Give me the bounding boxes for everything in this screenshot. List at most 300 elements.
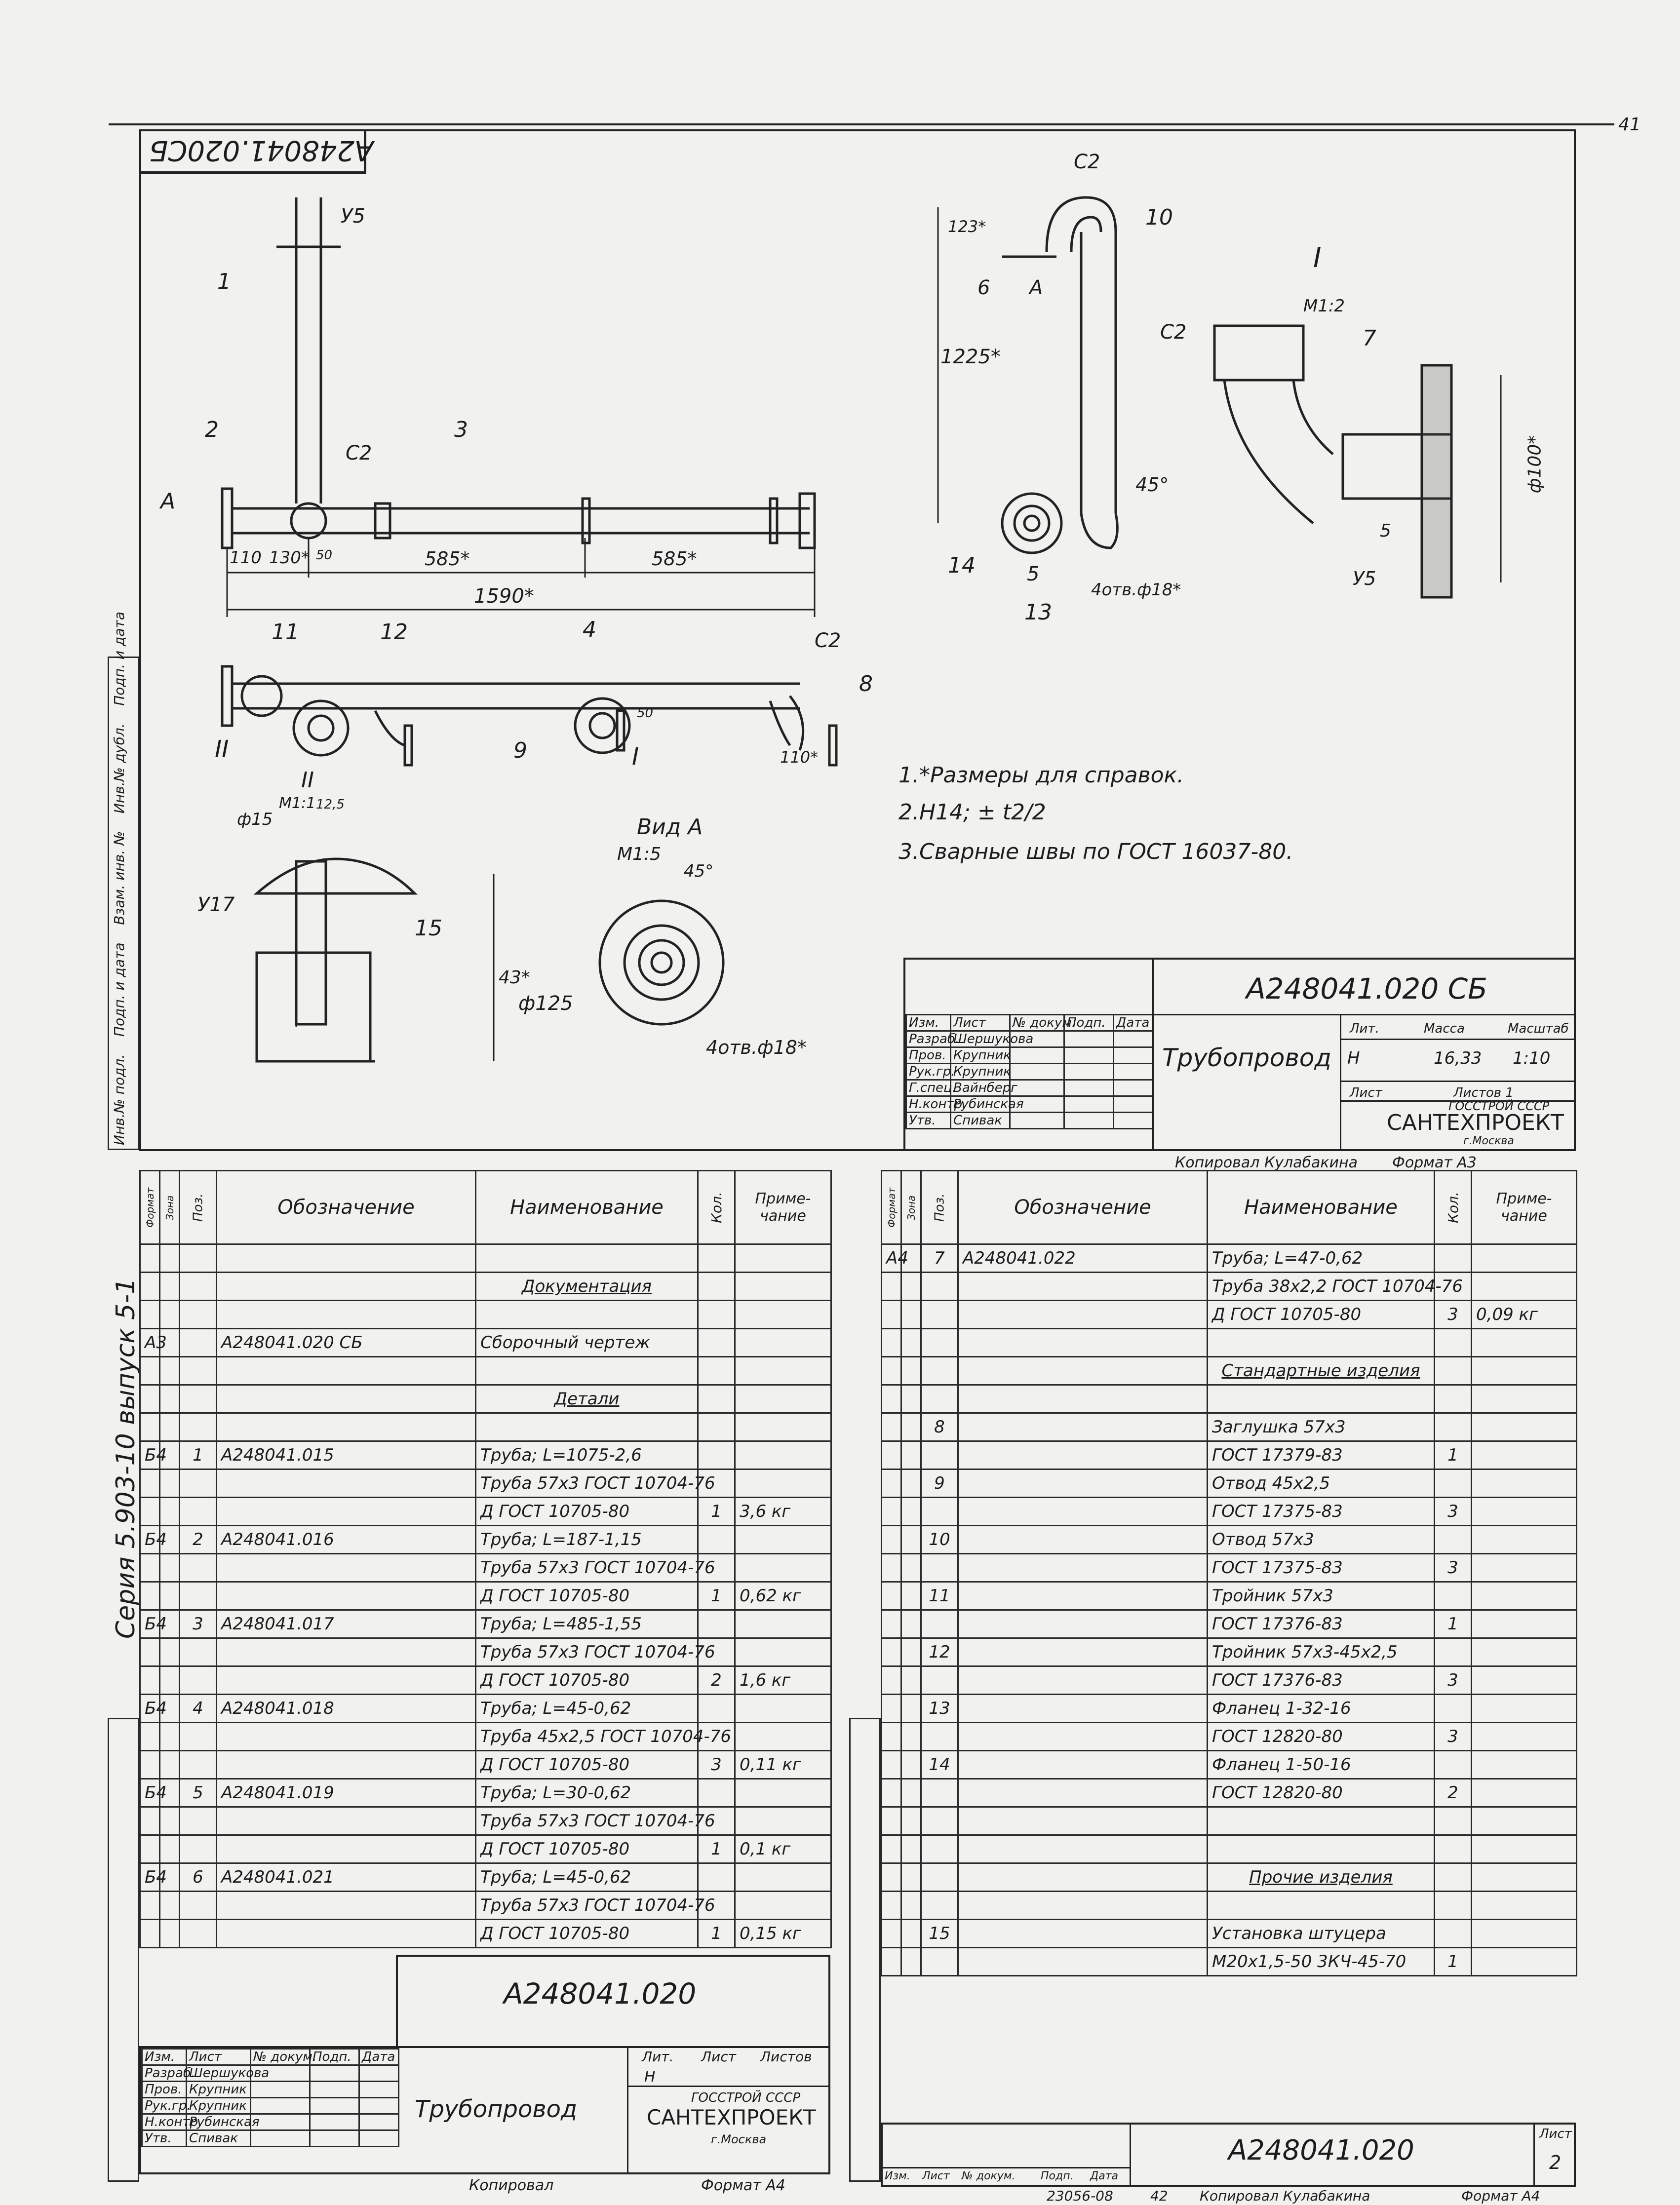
dim-45deg-2: 45° [684, 861, 714, 881]
left-spec-cell: Труба 57х3 ГОСТ 10704-76 [476, 1470, 698, 1498]
side-label-4: Инв.№ дубл. [111, 723, 127, 814]
right-spec-cell [1435, 1244, 1472, 1273]
table-row [882, 1273, 1577, 1301]
left-spec-cell: Б4 [140, 1695, 160, 1723]
right-spec-cell [958, 1582, 1208, 1610]
right-spec-cell [921, 1666, 958, 1695]
note-2: 2.H14; ± t2/2 [899, 800, 1046, 825]
right-order: 23056-08 [1047, 2188, 1113, 2204]
left-spec-cell [476, 1301, 698, 1329]
left-spec-cell [735, 1638, 831, 1666]
callout-14: 14 [948, 553, 976, 578]
left-spec-cell: Труба 57х3 ГОСТ 10704-76 [476, 1892, 698, 1920]
rf-date: Дата [1090, 2170, 1118, 2182]
left-spec-cell [180, 1273, 217, 1301]
right-spec-cell [882, 1582, 901, 1610]
left-spec-cell [735, 1357, 831, 1385]
right-spec-cell [882, 1301, 901, 1329]
right-spec-cell [882, 1751, 901, 1779]
right-spec-cell [901, 1385, 921, 1413]
left-spec-cell [140, 1273, 160, 1301]
left-spec-cell [180, 1807, 217, 1835]
left-spec-cell: Д ГОСТ 10705-80 [476, 1582, 698, 1610]
right-spec-cell [958, 1751, 1208, 1779]
right-spec-cell [1435, 1835, 1472, 1863]
view-A-flange [600, 901, 723, 1024]
tb-r0c4: Дата [1114, 1015, 1153, 1031]
right-spec-cell [958, 1498, 1208, 1526]
table-row [882, 1779, 1577, 1807]
right-spec-cell [958, 1273, 1208, 1301]
left-spec-cell: Б4 [140, 1526, 160, 1554]
left-spec-cell: Д ГОСТ 10705-80 [476, 1835, 698, 1863]
right-spec-cell [882, 1329, 901, 1357]
right-spec-cell [958, 1413, 1208, 1441]
right-spec-cell [958, 1329, 1208, 1357]
right-spec-cell [1472, 1695, 1577, 1723]
top-format: Формат А3 [1392, 1154, 1477, 1171]
left-spec-cell [160, 1413, 180, 1441]
right-spec-cell [901, 1610, 921, 1638]
left-spec-cell: Б4 [140, 1610, 160, 1638]
left-spec-table [139, 1170, 832, 1948]
right-spec-cell [1435, 1892, 1472, 1920]
right-spec-cell [901, 1835, 921, 1863]
right-spec-cell [1435, 1413, 1472, 1441]
dim-1225: 1225* [940, 346, 1001, 368]
left-spec-cell [160, 1357, 180, 1385]
note-1: 1.*Размеры для справок. [899, 763, 1184, 788]
left-format: Формат А4 [701, 2177, 785, 2194]
table-row [140, 1413, 831, 1441]
callout-9: 9 [513, 738, 527, 763]
tb-r3c0: Рук.гр. [906, 1064, 951, 1080]
right-spec-cell: А248041.022 [958, 1244, 1208, 1273]
view-I-title: I [1313, 242, 1322, 274]
left-tb-lit: Лит. [642, 2049, 674, 2065]
lh-qty: Кол. [698, 1171, 735, 1244]
rh-designation: Обозначение [958, 1171, 1208, 1244]
left-spec-cell: Труба; L=30-0,62 [476, 1779, 698, 1807]
left-spec-cell [160, 1920, 180, 1948]
left-tb-sheet: Лист [701, 2049, 736, 2065]
left-spec-body [140, 1244, 831, 1948]
dim-585-b: 585* [652, 548, 697, 570]
right-spec-cell: 13 [921, 1695, 958, 1723]
left-spec-cell [217, 1385, 476, 1413]
right-spec-cell [882, 1357, 901, 1385]
table-row [882, 1329, 1577, 1357]
right-spec-cell [901, 1301, 921, 1329]
ltb-r5c1: Спивак [187, 2130, 251, 2147]
table-row [140, 1526, 831, 1554]
table-row [882, 1695, 1577, 1723]
rh-name: Наименование [1208, 1171, 1435, 1244]
right-spec-cell [1435, 1385, 1472, 1413]
tb-r6c0: Утв. [906, 1113, 951, 1129]
right-spec-cell [1472, 1666, 1577, 1695]
right-spec-cell [1472, 1329, 1577, 1357]
left-spec-cell [217, 1582, 476, 1610]
left-spec-cell: 3 [698, 1751, 735, 1779]
dim-130: 130* [269, 548, 310, 568]
rh-note: Приме-чание [1472, 1171, 1577, 1244]
table-row [140, 1385, 831, 1413]
right-spec-cell [882, 1470, 901, 1498]
right-spec-cell: 3 [1435, 1723, 1472, 1751]
left-spec-cell: Труба 57х3 ГОСТ 10704-76 [476, 1807, 698, 1835]
left-spec-cell: Сборочный чертеж [476, 1329, 698, 1357]
right-spec-cell [882, 1863, 901, 1892]
right-spec-cell [882, 1273, 901, 1301]
right-spec-cell [1472, 1582, 1577, 1610]
right-spec-cell [921, 1385, 958, 1413]
left-spec-cell: 0,62 кг [735, 1582, 831, 1610]
right-spec-cell: Прочие изделия [1208, 1863, 1435, 1892]
left-spec-cell [160, 1807, 180, 1835]
left-spec-cell [160, 1498, 180, 1526]
left-spec-cell [735, 1779, 831, 1807]
left-spec-cell [217, 1498, 476, 1526]
weld-c2-c: С2 [1074, 151, 1100, 173]
left-title-signatures [141, 2048, 399, 2147]
right-spec-cell [1435, 1582, 1472, 1610]
right-spec-cell [921, 1863, 958, 1892]
left-spec-cell: Б4 [140, 1863, 160, 1892]
tb-r4c0: Г.спец. [906, 1080, 951, 1096]
weld-c2-d: С2 [1160, 321, 1187, 344]
left-spec-cell [698, 1273, 735, 1301]
right-spec-cell [958, 1554, 1208, 1582]
right-spec-cell [901, 1413, 921, 1441]
top-tb-lit-v: Н [1347, 1048, 1360, 1068]
right-spec-cell [921, 1357, 958, 1385]
left-spec-cell: Труба; L=485-1,55 [476, 1610, 698, 1638]
left-spec-cell [735, 1413, 831, 1441]
right-spec-cell [921, 1892, 958, 1920]
left-spec-cell [735, 1526, 831, 1554]
table-row [882, 1807, 1577, 1835]
table-row [882, 1413, 1577, 1441]
left-spec-cell [140, 1666, 160, 1695]
table-row [882, 1920, 1577, 1948]
right-spec-cell [958, 1441, 1208, 1470]
lh-zone: Зона [160, 1171, 180, 1244]
tb-r1c0: Разраб. [906, 1031, 951, 1047]
table-row [140, 1666, 831, 1695]
ltb-r3c0: Рук.гр. [142, 2098, 187, 2114]
top-tb-name: Трубопровод [1162, 1044, 1331, 1072]
left-spec-cell [735, 1385, 831, 1413]
left-spec-cell [140, 1807, 160, 1835]
left-spec-cell [217, 1892, 476, 1920]
right-spec-cell: Тройник 57х3-45х2,5 [1208, 1638, 1435, 1666]
rf-list: Лист [922, 2170, 950, 2182]
right-spec-cell [901, 1498, 921, 1526]
left-spec-cell [698, 1357, 735, 1385]
rh-zone: Зона [901, 1171, 921, 1244]
left-spec-cell [698, 1329, 735, 1357]
weld-95: У5 [1353, 568, 1376, 589]
right-spec-cell [958, 1920, 1208, 1948]
right-spec-cell [882, 1779, 901, 1807]
arrow-a: А [160, 489, 176, 514]
tb-r0c0: Изм. [906, 1015, 951, 1031]
right-footer-sheet-label: Лист [1539, 2127, 1572, 2141]
left-spec-header [140, 1171, 831, 1244]
side-elevation [938, 197, 1117, 553]
left-spec-cell: А248041.017 [217, 1610, 476, 1638]
right-spec-cell: 8 [921, 1413, 958, 1441]
left-spec-cell [217, 1413, 476, 1441]
left-spec-cell [476, 1244, 698, 1273]
dim-585-a: 585* [425, 548, 470, 570]
left-spec-cell [735, 1807, 831, 1835]
left-spec-cell [217, 1835, 476, 1863]
right-spec-cell [882, 1610, 901, 1638]
left-spec-cell [217, 1244, 476, 1273]
right-spec-cell [958, 1610, 1208, 1638]
tb-r6c1: Спивак [951, 1113, 1010, 1129]
dim-12: 12,5 [316, 797, 345, 812]
dim-d15: ф15 [237, 810, 273, 829]
right-spec-cell [1435, 1920, 1472, 1948]
left-tb-sheets: Листов [760, 2049, 812, 2065]
top-title-block [903, 958, 1576, 1151]
right-spec-cell [901, 1357, 921, 1385]
right-format: Формат А4 [1461, 2188, 1540, 2204]
right-spec-cell [958, 1779, 1208, 1807]
right-spec-cell [882, 1807, 901, 1835]
right-spec-cell: 3 [1435, 1666, 1472, 1695]
left-spec-cell [180, 1301, 217, 1329]
table-row [882, 1244, 1577, 1273]
left-spec-cell [217, 1301, 476, 1329]
dim-110: 110 [230, 548, 262, 568]
right-spec-cell [1472, 1892, 1577, 1920]
right-spec-cell [921, 1610, 958, 1638]
right-spec-cell [1435, 1526, 1472, 1554]
view-A-title: Вид А [637, 814, 703, 840]
left-spec-cell: А248041.020 СБ [217, 1329, 476, 1357]
left-spec-cell: 3 [180, 1610, 217, 1638]
right-spec-cell [882, 1526, 901, 1554]
dim-123: 123* [948, 217, 986, 236]
callout-4: 4 [583, 617, 596, 642]
right-spec-cell [882, 1554, 901, 1582]
left-spec-cell [217, 1723, 476, 1751]
right-spec-cell [1472, 1498, 1577, 1526]
right-spec-cell [1208, 1835, 1435, 1863]
right-spec-cell [921, 1948, 958, 1976]
callout-6: 6 [977, 276, 990, 299]
left-spec-cell [180, 1723, 217, 1751]
left-spec-cell [217, 1470, 476, 1498]
callout-15: 15 [415, 916, 442, 941]
left-spec-cell [140, 1638, 160, 1666]
table-row [140, 1610, 831, 1638]
left-spec-cell: Труба 57х3 ГОСТ 10704-76 [476, 1554, 698, 1582]
left-spec-cell: Б4 [140, 1441, 160, 1470]
right-spec-cell [958, 1638, 1208, 1666]
right-spec-cell [882, 1666, 901, 1695]
right-spec-cell: Фланец 1-32-16 [1208, 1695, 1435, 1723]
left-spec-cell: 1 [180, 1441, 217, 1470]
tb-r0c3: Подп. [1064, 1015, 1114, 1031]
left-spec-cell: Труба; L=187-1,15 [476, 1526, 698, 1554]
right-footer-sheet-no: 2 [1549, 2152, 1562, 2173]
left-spec-cell: Б4 [140, 1779, 160, 1807]
left-spec-cell: Труба 45х2,5 ГОСТ 10704-76 [476, 1723, 698, 1751]
detail-II [257, 859, 494, 1061]
left-spec-cell [217, 1666, 476, 1695]
right-spec-cell [901, 1329, 921, 1357]
left-spec-cell [698, 1244, 735, 1273]
lh-pos: Поз. [180, 1171, 217, 1244]
right-spec-cell [1472, 1779, 1577, 1807]
callout-1: 1 [217, 269, 231, 294]
right-spec-cell [882, 1948, 901, 1976]
right-spec-cell: 3 [1435, 1554, 1472, 1582]
table-row [140, 1638, 831, 1666]
right-spec-cell: Отвод 57х3 [1208, 1526, 1435, 1554]
right-spec-cell [901, 1666, 921, 1695]
table-row [882, 1470, 1577, 1498]
right-spec-cell [901, 1863, 921, 1892]
left-tb-org2: САНТЕХПРОЕКТ [647, 2105, 816, 2129]
table-row [882, 1723, 1577, 1751]
top-copied: Копировал Кулабакина [1175, 1154, 1358, 1171]
right-spec-cell: 1 [1435, 1948, 1472, 1976]
right-spec-cell [882, 1413, 901, 1441]
left-spec-cell: Детали [476, 1385, 698, 1413]
right-spec-cell [1435, 1638, 1472, 1666]
left-spec-cell: А248041.019 [217, 1779, 476, 1807]
top-tb-mass-v: 16,33 [1434, 1048, 1482, 1068]
right-spec-cell [1472, 1385, 1577, 1413]
left-spec-cell: А248041.018 [217, 1695, 476, 1723]
right-spec-cell [1435, 1357, 1472, 1385]
left-spec-cell [180, 1385, 217, 1413]
weld-c2-a: С2 [346, 442, 372, 464]
left-spec-cell [160, 1554, 180, 1582]
left-spec-cell: 0,11 кг [735, 1751, 831, 1779]
right-spec-cell [882, 1498, 901, 1526]
left-spec-cell [735, 1470, 831, 1498]
right-spec-cell: ГОСТ 17375-83 [1208, 1554, 1435, 1582]
left-spec-cell: Труба; L=45-0,62 [476, 1863, 698, 1892]
left-spec-cell [217, 1920, 476, 1948]
series-label: Серия 5.903-10 выпуск 5-1 [111, 1277, 141, 1639]
top-tb-scale: Масштаб [1508, 1021, 1569, 1036]
right-spec-table [881, 1170, 1577, 1976]
table-row [140, 1892, 831, 1920]
right-spec-cell [958, 1301, 1208, 1329]
right-spec-cell [882, 1892, 901, 1920]
left-spec-cell [735, 1244, 831, 1273]
right-spec-cell [1472, 1863, 1577, 1892]
left-spec-cell [160, 1892, 180, 1920]
ltb-r5c0: Утв. [142, 2130, 187, 2147]
mark-I: I [632, 743, 639, 771]
right-spec-cell [958, 1357, 1208, 1385]
right-spec-cell [1435, 1863, 1472, 1892]
left-spec-cell [735, 1695, 831, 1723]
right-spec-cell [901, 1526, 921, 1554]
table-row [882, 1666, 1577, 1695]
right-spec-cell [901, 1920, 921, 1948]
right-spec-cell [921, 1498, 958, 1526]
right-spec-cell [1472, 1751, 1577, 1779]
right-spec-cell [1208, 1807, 1435, 1835]
left-spec-cell [180, 1582, 217, 1610]
left-spec-cell: 2 [698, 1666, 735, 1695]
rf-izm: Изм. [885, 2170, 910, 2182]
right-spec-cell: 3 [1435, 1498, 1472, 1526]
dim-4holes: 4отв.ф18* [1091, 580, 1181, 600]
tb-r2c0: Пров. [906, 1047, 951, 1064]
left-spec-cell: А3 [140, 1329, 160, 1357]
right-spec-cell: ГОСТ 17376-83 [1208, 1610, 1435, 1638]
tb-r4c1: Вайнберг [951, 1080, 1010, 1096]
tb-r5c1: Рубинская [951, 1096, 1010, 1113]
right-spec-cell: Труба 38х2,2 ГОСТ 10704-76 [1208, 1273, 1435, 1301]
right-spec-cell [958, 1526, 1208, 1554]
left-spec-cell [180, 1329, 217, 1357]
left-spec-cell: 3,6 кг [735, 1498, 831, 1526]
left-spec-cell: 1 [698, 1835, 735, 1863]
ltb-r4c0: Н.контр. [142, 2114, 187, 2130]
left-spec-cell: Труба; L=45-0,62 [476, 1695, 698, 1723]
left-spec-cell [698, 1413, 735, 1441]
right-spec-cell [921, 1441, 958, 1470]
right-spec-cell: 9 [921, 1470, 958, 1498]
note-3: 3.Сварные швы по ГОСТ 16037-80. [899, 839, 1293, 864]
left-spec-cell [735, 1441, 831, 1470]
right-num: 42 [1150, 2188, 1168, 2204]
table-row [140, 1582, 831, 1610]
left-spec-cell [217, 1638, 476, 1666]
ltb-r3c1: Крупник [187, 2098, 251, 2114]
left-spec-cell [160, 1638, 180, 1666]
right-spec-cell [901, 1441, 921, 1470]
right-spec-cell [1472, 1273, 1577, 1301]
right-spec-cell: Тройник 57х3 [1208, 1582, 1435, 1610]
right-spec-cell: Труба; L=47-0,62 [1208, 1244, 1435, 1273]
ltb-r4c1: Рубинская [187, 2114, 251, 2130]
ltb-r0c2: № докум. [251, 2049, 310, 2065]
left-spec-cell [160, 1244, 180, 1273]
table-row [882, 1554, 1577, 1582]
dim-d100: ф100* [1524, 435, 1545, 494]
left-spec-cell [140, 1554, 160, 1582]
left-spec-cell: 2 [180, 1526, 217, 1554]
right-spec-cell [901, 1807, 921, 1835]
right-spec-cell: А4 [882, 1244, 901, 1273]
table-row [140, 1301, 831, 1329]
callout-13: 13 [1024, 600, 1052, 625]
right-spec-cell: ГОСТ 12820-80 [1208, 1779, 1435, 1807]
table-row [882, 1948, 1577, 1976]
tb-r1c1: Шершукова [951, 1031, 1010, 1047]
right-spec-cell: ГОСТ 17375-83 [1208, 1498, 1435, 1526]
right-spec-cell [1208, 1329, 1435, 1357]
right-spec-body [882, 1244, 1577, 1976]
table-row [882, 1385, 1577, 1413]
dim-d125: ф125 [518, 992, 573, 1015]
left-spec-cell: А248041.021 [217, 1863, 476, 1892]
right-spec-cell [921, 1554, 958, 1582]
